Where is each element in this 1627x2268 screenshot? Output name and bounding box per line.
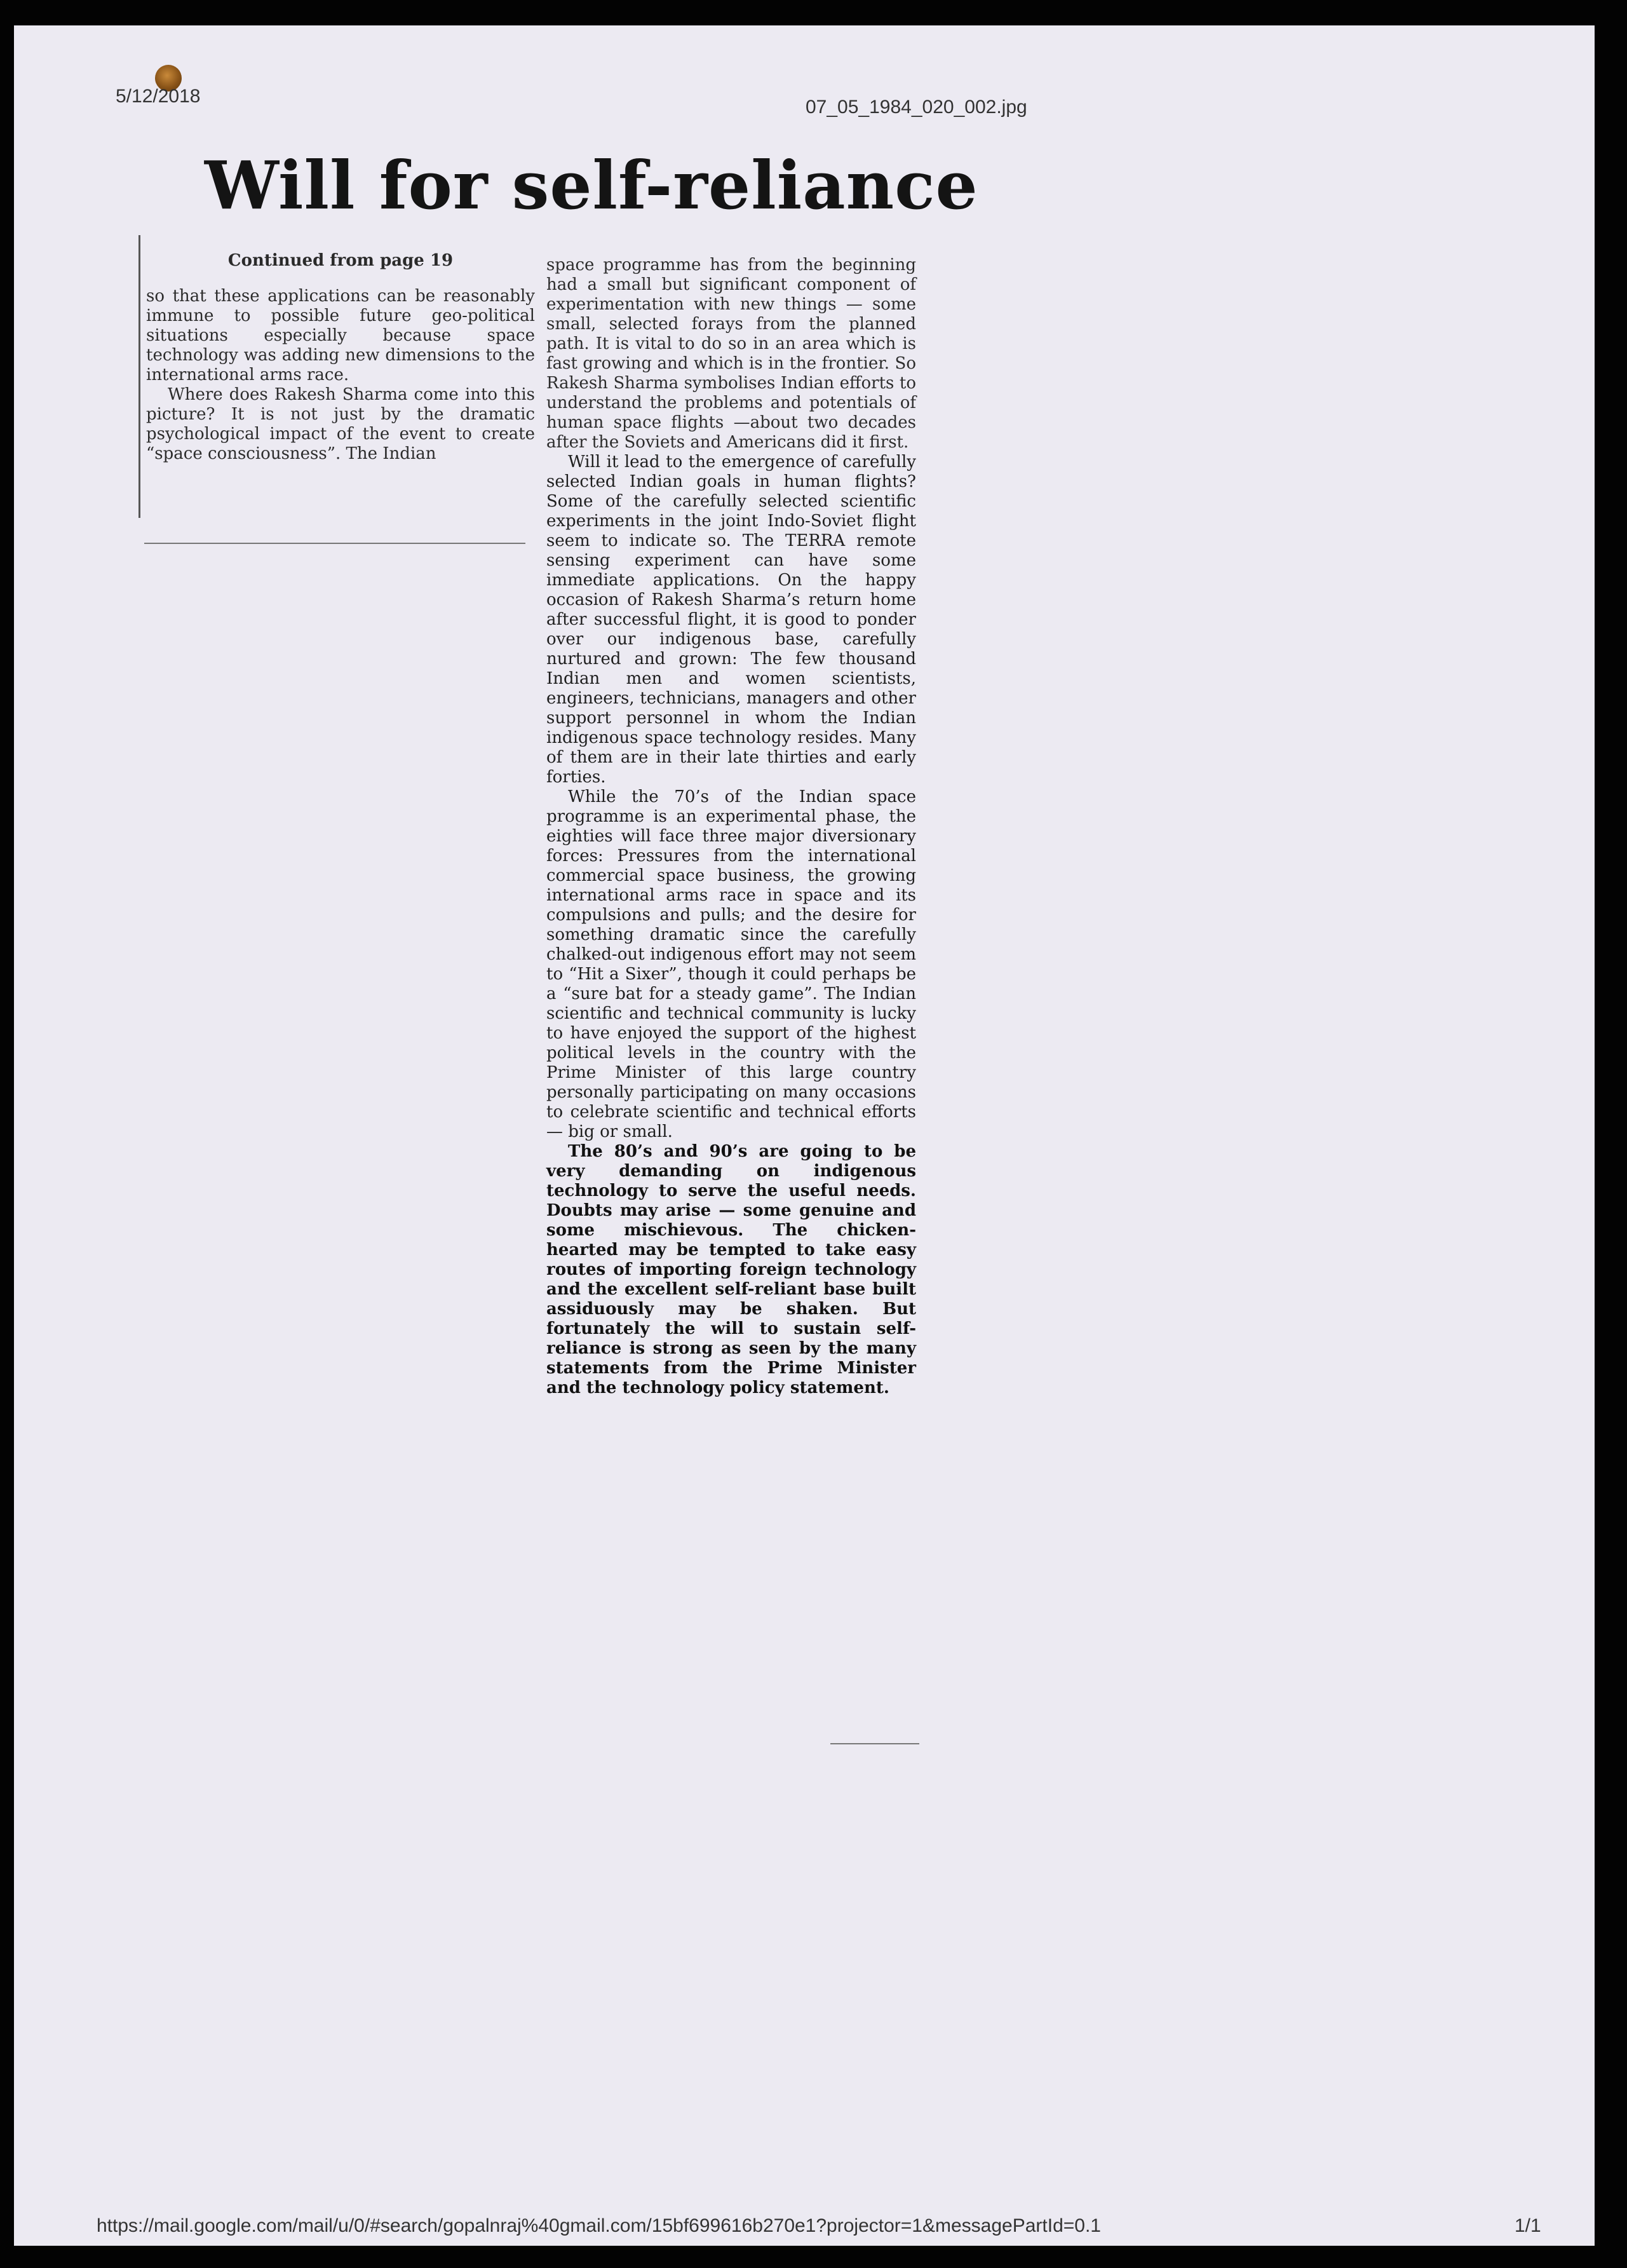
- article-left-column: [146, 251, 535, 464]
- right-paragraph-1: space programme has from the beginning had a small but significant component of experimentation with new things — some small, selected forays from the planned path. It is vital to do so in an area which is fast growing and which is in the frontier. So Rakesh Sharma symbolises Indian efforts to understand the problems and potentials of human space flights —about two decades after the Soviets and Americans did it first.: [546, 255, 916, 452]
- left-paragraph-2: Where does Rakesh Sharma come into this picture? It is not just by the dramatic psychological impact of the event to create “space consciousness”. The Indian: [146, 385, 535, 463]
- left-column-rule: [138, 235, 140, 518]
- article-right-column: [546, 255, 916, 1398]
- print-filename: 07_05_1984_020_002.jpg: [806, 97, 1027, 118]
- continued-from-label: Continued from page 19: [227, 251, 454, 270]
- left-column-end-rule: [144, 543, 525, 544]
- right-paragraph-3: While the 70’s of the Indian space programme is an experimental phase, the eighties will face three major diversionary forces: Pressures from the international commercial space business, the growing international arms race in space and its compulsions and pulls; and the desire for something dramatic since the carefully chalked-out indigenous effort may not seem to “Hit a Sixer”, though it could perhaps be a “sure bat for a steady game”. The Indian scientific and technical community is lucky to have enjoyed the support of the highest political levels in the country with the Prime Minister of this large country personally participating on many occasions to celebrate scientific and technical efforts — big or small.: [546, 787, 916, 1141]
- print-source-url: https://mail.google.com/mail/u/0/#search/gopalnraj%40gmail.com/15bf699616b270e1?projector=1&messagePartId=0.1: [97, 2215, 1101, 2236]
- article-headline: Will for self-reliance: [205, 146, 978, 224]
- print-date: 5/12/2018: [116, 86, 201, 107]
- article-end-rule: [830, 1743, 919, 1744]
- scanned-page: [14, 25, 1595, 2246]
- right-paragraph-4: The 80’s and 90’s are going to be very demanding on indigenous technology to serve the useful needs. Doubts may arise — some genuine and some mischievous. The chicken-hearted may be tempted to take easy routes of importing foreign technology and the excellent self-reliant base built assiduously may be shaken. But fortunately the will to sustain self-reliance is strong as seen by the many statements from the Prime Minister and the technology policy statement.: [546, 1142, 916, 1397]
- left-paragraph-1: so that these applications can be reasonably immune to possible future geo-political situations especially because space technology was adding new dimensions to the international arms race.: [146, 287, 535, 384]
- right-paragraph-2: Will it lead to the emergence of carefully selected Indian goals in human flights? Some of the carefully selected scientific experiments in the joint Indo-Soviet flight seem to indicate so. The TERRA remote sensing experiment can have some immediate applications. On the happy occasion of Rakesh Sharma’s return home after successful flight, it is good to ponder over our indigenous base, carefully nurtured and grown: The few thousand Indian men and women scientists, engineers, technicians, managers and other support personnel in whom the Indian indigenous space technology resides. Many of them are in their late thirties and early forties.: [546, 452, 916, 787]
- print-page-number: 1/1: [1515, 2215, 1541, 2236]
